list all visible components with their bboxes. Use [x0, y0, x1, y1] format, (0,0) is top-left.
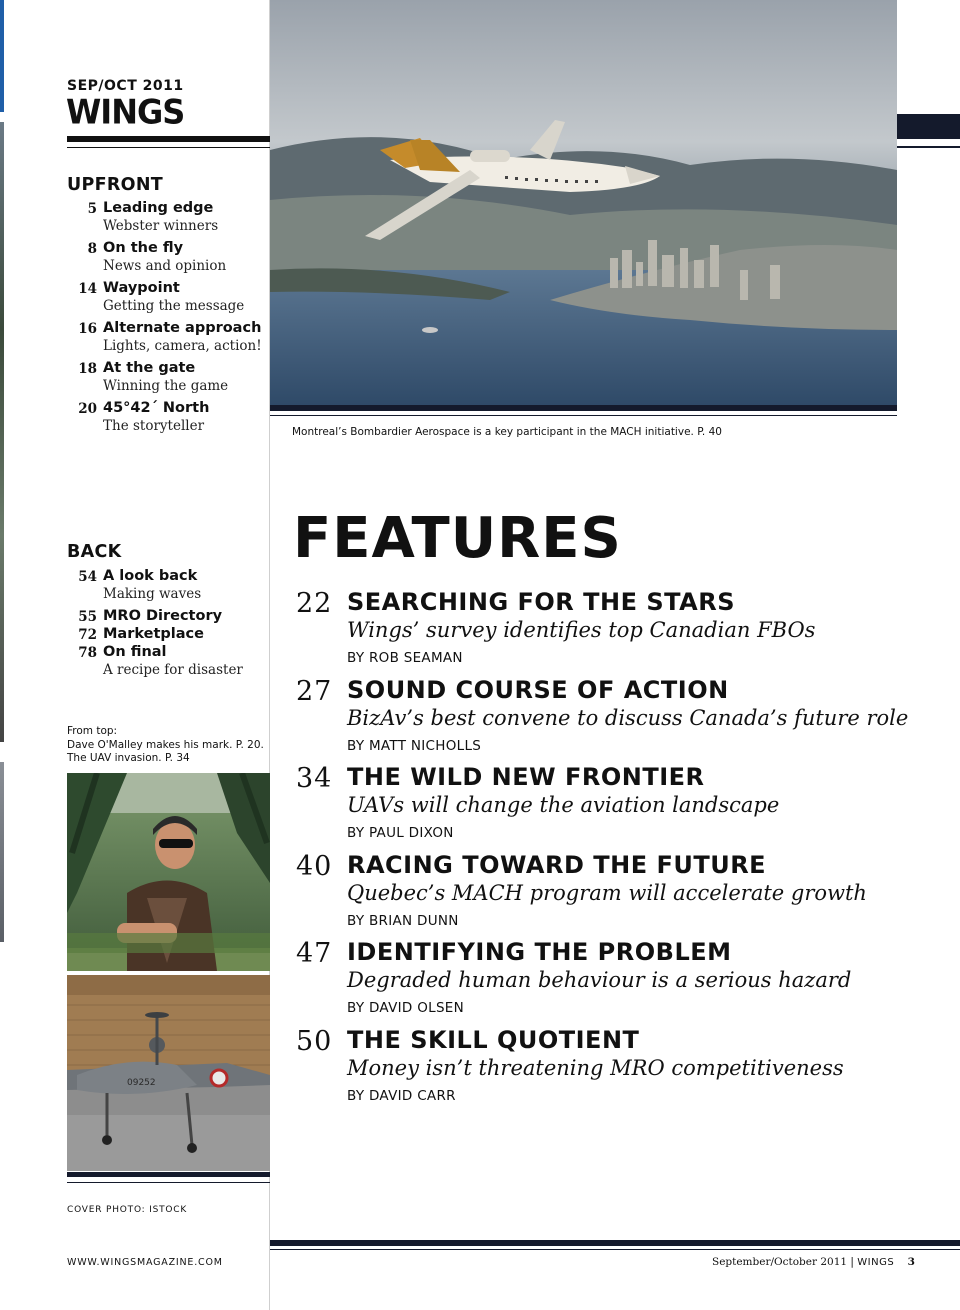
feature-title: IDENTIFYING THE PROBLEM [347, 938, 732, 966]
toc-title: Leading edge [103, 200, 214, 216]
caption-line: From top: [67, 725, 118, 737]
magazine-name: WINGS [66, 92, 185, 132]
folio-date: September/October 2011 [712, 1256, 848, 1268]
issue-date: SEP/OCT 2011 [67, 78, 184, 94]
toc-title: MRO Directory [103, 608, 223, 624]
feature-byline: BY BRIAN DUNN [347, 913, 459, 929]
pilot-photo [67, 773, 270, 971]
feature-item[interactable] [296, 1026, 906, 1118]
photo-rule [67, 1172, 270, 1177]
hero-rule-thin [270, 415, 897, 416]
toc-title: 45°42´ North [103, 400, 210, 416]
footer-rule-thin [270, 1249, 960, 1250]
toc-title: Waypoint [103, 280, 180, 296]
feature-page-number: 47 [296, 938, 333, 969]
folio-magazine: WINGS [857, 1257, 895, 1268]
footer-rule [270, 1240, 960, 1246]
caption-line: Dave O'Malley makes his mark. P. 20. [67, 738, 264, 751]
feature-page-number: 22 [296, 588, 333, 619]
hero-photo-jet [270, 0, 897, 405]
feature-page-number: 27 [296, 676, 333, 707]
toc-subtitle: A recipe for disaster [103, 662, 243, 678]
feature-page-number: 34 [296, 763, 333, 794]
page-edge-line [897, 146, 960, 148]
feature-page-number: 40 [296, 851, 333, 882]
facing-page-edge [0, 0, 4, 112]
feature-dek: UAVs will change the aviation landscape [347, 793, 780, 817]
toc-page-number: 78 [78, 645, 97, 661]
feature-byline: BY ROB SEAMAN [347, 650, 463, 666]
feature-byline: BY PAUL DIXON [347, 825, 454, 841]
feature-byline: BY DAVID CARR [347, 1088, 456, 1104]
hero-caption: Montreal’s Bombardier Aerospace is a key participant in the MACH initiative. P. 40 [292, 426, 722, 438]
feature-dek: Quebec’s MACH program will accelerate growth [347, 881, 867, 905]
upfront-heading: UPFRONT [67, 175, 164, 195]
toc-subtitle: News and opinion [103, 258, 227, 274]
feature-byline: BY MATT NICHOLLS [347, 738, 482, 754]
feature-dek: Degraded human behaviour is a serious hazard [347, 968, 852, 992]
feature-page-number: 50 [296, 1026, 333, 1057]
toc-subtitle: Making waves [103, 586, 202, 602]
toc-title: Alternate approach [103, 320, 262, 336]
page-edge-tab [897, 114, 960, 139]
toc-subtitle: The storyteller [103, 418, 205, 434]
caption-line: The UAV invasion. P. 34 [67, 752, 190, 764]
feature-item[interactable] [296, 676, 909, 768]
toc-page-number: 5 [87, 201, 97, 217]
toc-page-number: 55 [78, 609, 97, 625]
feature-title: THE SKILL QUOTIENT [347, 1026, 640, 1054]
uav-marking: 09252 [127, 1078, 156, 1088]
folio [712, 1256, 915, 1268]
toc-title: At the gate [103, 360, 196, 376]
toc-page-number: 16 [78, 321, 97, 337]
toc-title: A look back [103, 568, 198, 584]
cover-photo-credit: COVER PHOTO: ISTOCK [67, 1205, 188, 1215]
feature-item[interactable] [296, 851, 906, 943]
toc-page-number: 18 [78, 361, 97, 377]
hero-rule [270, 405, 897, 411]
feature-item[interactable] [296, 938, 906, 1030]
toc-subtitle: Webster winners [103, 218, 219, 234]
feature-dek: Money isn’t threatening MRO competitiveness [347, 1056, 844, 1080]
toc-title: On final [103, 644, 167, 660]
uav-photo [67, 975, 270, 1171]
toc-subtitle: Lights, camera, action! [103, 338, 262, 354]
feature-title: RACING TOWARD THE FUTURE [347, 851, 767, 879]
feature-dek: BizAv’s best convene to discuss Canada’s future role [347, 706, 909, 730]
toc-subtitle: Winning the game [103, 378, 229, 394]
facing-page-edge-photo [0, 122, 4, 742]
masthead-rule [67, 136, 270, 142]
toc-title: On the fly [103, 240, 184, 256]
feature-item[interactable] [296, 588, 906, 680]
feature-dek: Wings’ survey identifies top Canadian FBOs [347, 618, 816, 642]
features-heading: FEATURES [293, 506, 622, 571]
feature-title: SOUND COURSE OF ACTION [347, 676, 729, 704]
folio-separator: | [850, 1256, 854, 1268]
toc-page-number: 14 [78, 281, 97, 297]
toc-page-number: 72 [78, 627, 97, 643]
feature-title: THE WILD NEW FRONTIER [347, 763, 705, 791]
feature-title: SEARCHING FOR THE STARS [347, 588, 735, 616]
feature-item[interactable] [296, 763, 906, 855]
facing-page-edge-photo-lower [0, 762, 4, 942]
photo-rule-thin [67, 1182, 270, 1183]
toc-page-number: 8 [87, 241, 97, 257]
back-heading: BACK [67, 542, 122, 562]
toc-page-number: 54 [78, 569, 97, 585]
masthead-rule-thin [67, 147, 270, 148]
website-url[interactable]: WWW.WINGSMAGAZINE.COM [67, 1257, 223, 1268]
feature-byline: BY DAVID OLSEN [347, 1000, 465, 1016]
page-number: 3 [907, 1256, 915, 1268]
side-photo-caption [67, 725, 264, 766]
toc-subtitle: Getting the message [103, 298, 245, 314]
toc-page-number: 20 [78, 401, 97, 417]
toc-title: Marketplace [103, 626, 204, 642]
